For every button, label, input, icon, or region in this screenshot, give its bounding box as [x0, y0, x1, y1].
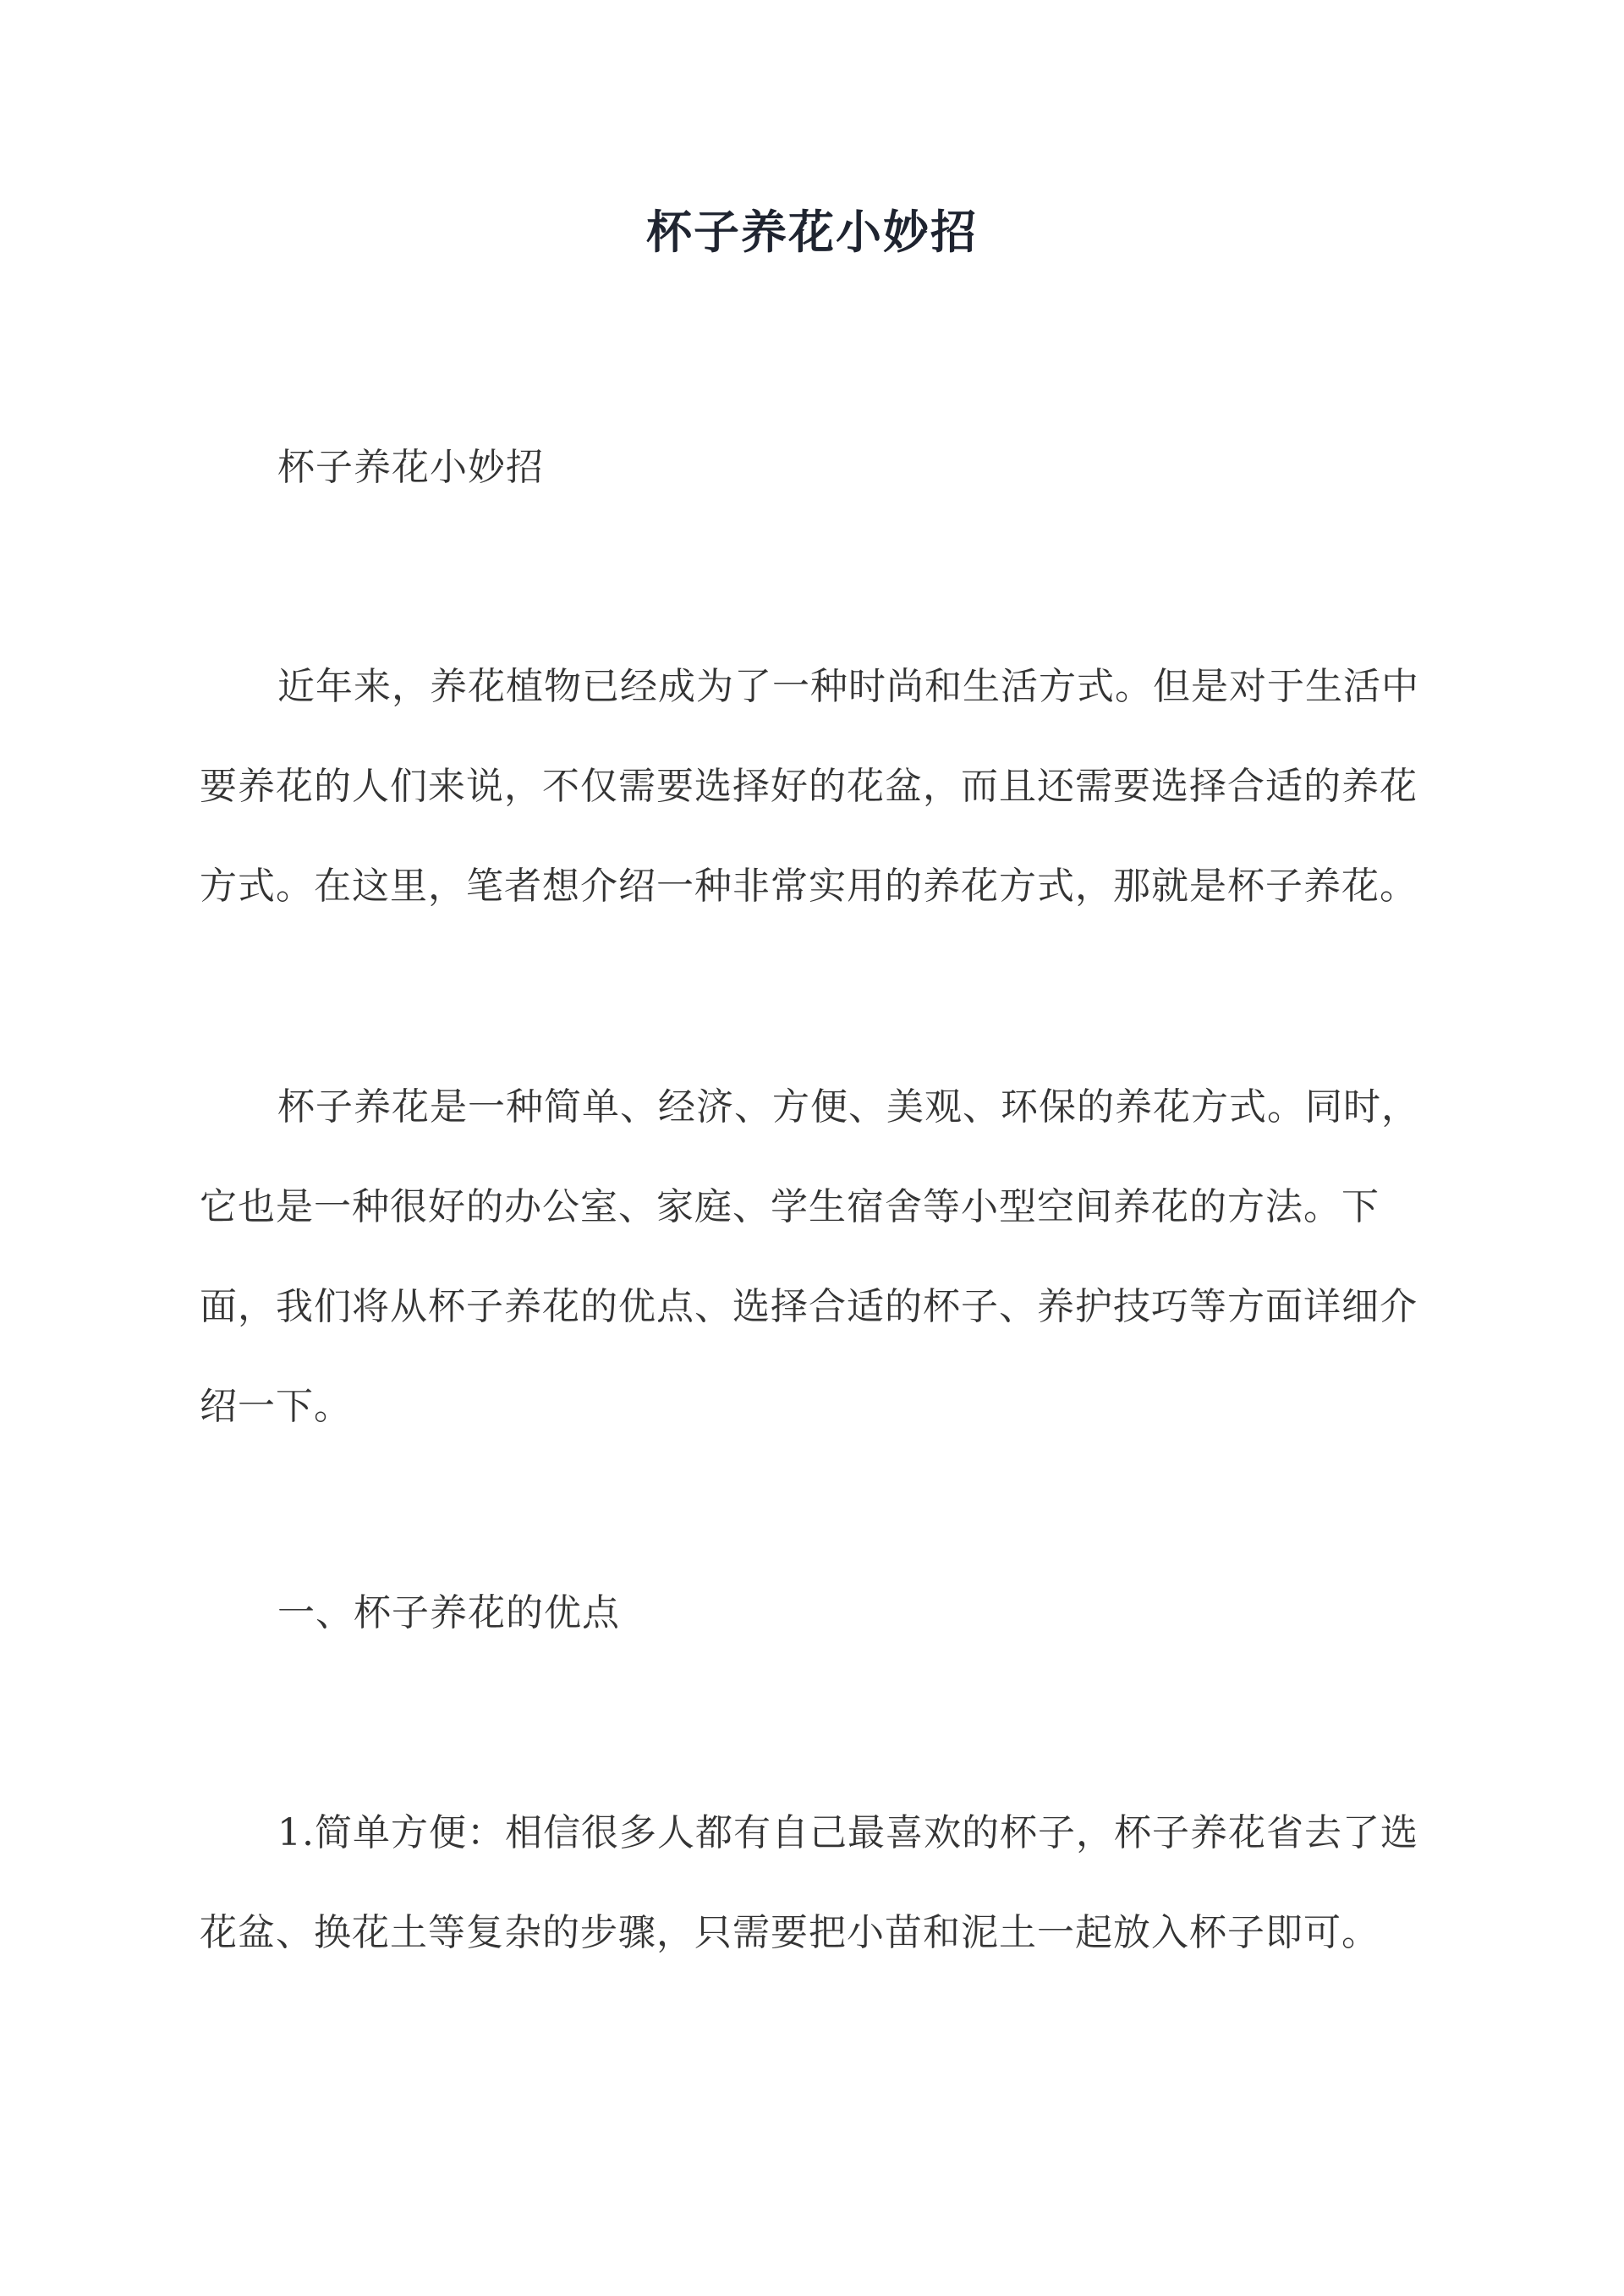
point-1-block: [200, 1783, 1426, 1983]
intro-block: [200, 637, 1426, 937]
subtitle-paragraph: 杯子养花小妙招: [277, 446, 544, 489]
document-title: 杯子养花小妙招: [646, 205, 978, 259]
section-heading-block: [200, 1563, 1426, 1663]
point-1-paragraph: 1.简单方便：相信很多人都有自己最喜欢的杯子，杯子养花省去了选花盆、换花土等复杂的步骤，只需要把小苗和泥土一起放入杯子即可。: [200, 1811, 1418, 1954]
subtitle-block: [200, 418, 1426, 518]
intro-paragraph: 近年来，养花植物已经成为了一种时尚和生活方式。但是对于生活中要养花的人们来说，不仅需要选择好的花盆，而且还需要选择合适的养花方式。在这里，笔者想介绍一种非常实用的养花方式，那就是杯子养花。: [200, 665, 1419, 908]
overview-paragraph: 杯子养花是一种简单、经济、方便、美观、环保的养花方式。同时，它也是一种很好的办公室、家庭、学生宿舍等小型空间养花的方法。下面，我们将从杯子养花的优点、选择合适的杯子、养护技巧等方面详细介绍一下。: [200, 1085, 1419, 1428]
overview-block: [200, 1057, 1426, 1457]
section-heading: 一、杯子养花的优点: [277, 1591, 620, 1634]
